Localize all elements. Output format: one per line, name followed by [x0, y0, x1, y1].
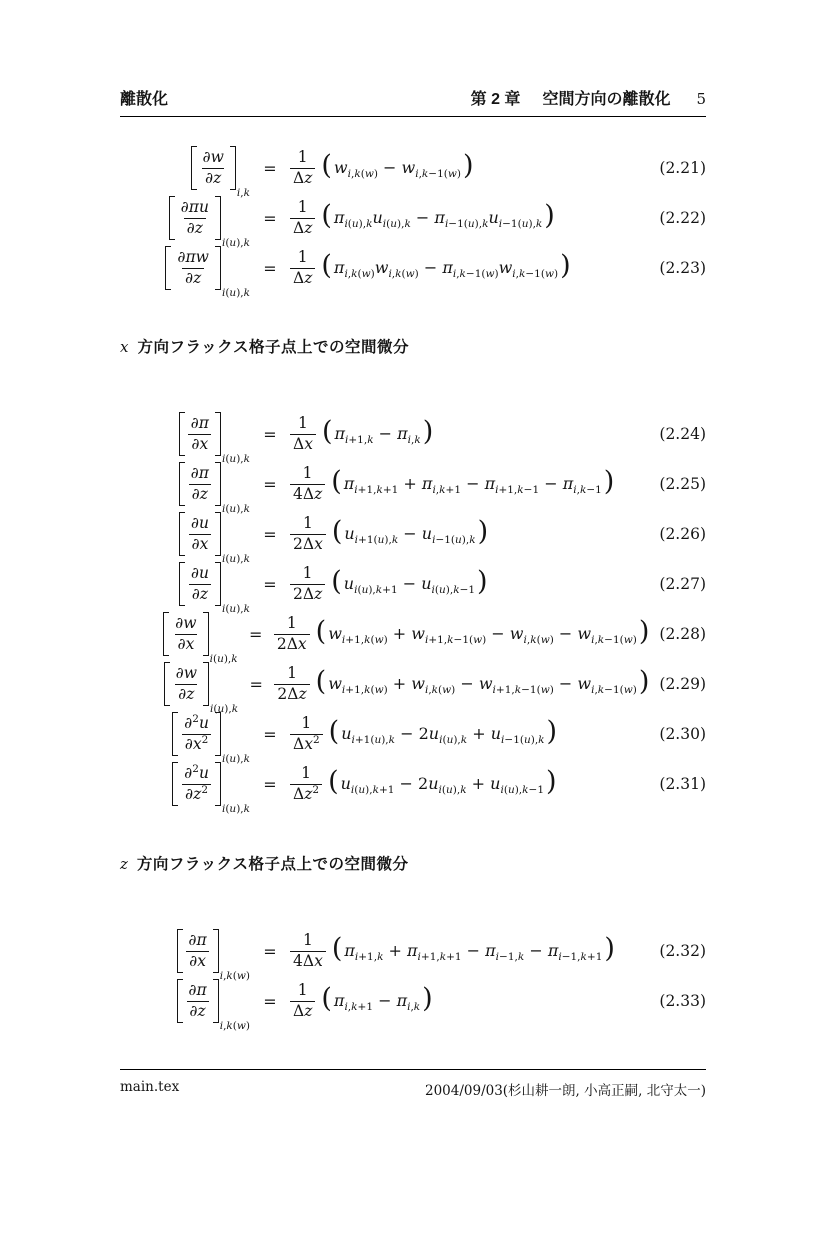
section-variable: x: [120, 338, 129, 356]
right-bracket: [215, 712, 221, 756]
fraction-numerator: 1: [297, 248, 308, 267]
grid-index-subscript: i(u),k: [221, 803, 250, 816]
fraction-denominator: 2Δx: [274, 634, 310, 653]
equation-row: [120, 459, 706, 516]
equation-row: [120, 143, 706, 200]
section-label: 方向フラックス格子点上での空間微分: [136, 856, 409, 873]
section-variable: z: [120, 855, 128, 873]
page-footer: [120, 1069, 706, 1099]
parenthesized-expression: [315, 665, 650, 697]
right-bracket: [215, 562, 221, 606]
fraction-numerator: ∂w: [175, 664, 198, 683]
expression-body: $w_{i+1,k(w)} + w_{i+1,k-1(w)} - w_{i,k(w)} - w_{i,k-1(w)}$: [328, 624, 637, 647]
fraction: [290, 515, 326, 553]
grid-index-subscript: i(u),k: [209, 653, 238, 666]
right-bracket: [215, 246, 221, 290]
fraction-numerator: ∂w: [202, 148, 224, 167]
left-paren: (: [321, 415, 333, 447]
equals-sign: =: [263, 724, 277, 744]
equation-number: (2.33): [659, 992, 706, 1010]
equation-rhs: [290, 199, 649, 237]
parenthesized-expression: [321, 199, 555, 231]
grid-index-subscript: i,k(w): [219, 970, 250, 983]
fraction-denominator: 4Δx: [290, 951, 326, 970]
fraction: [290, 932, 326, 970]
equation-row: [120, 243, 706, 300]
fraction: [178, 762, 215, 806]
fraction-denominator: ∂z: [187, 1001, 209, 1020]
parenthesized-expression: [321, 149, 474, 181]
equation-lhs: [120, 512, 250, 566]
parenthesized-expression: [315, 615, 650, 647]
fraction: [274, 615, 310, 653]
equation-lhs: [120, 712, 250, 766]
bracketed-derivative: [165, 246, 250, 300]
fraction: [185, 562, 215, 606]
equals-sign: =: [263, 474, 277, 494]
section-heading-x: [120, 335, 706, 357]
right-paren: ): [603, 465, 615, 497]
fraction: [290, 415, 316, 453]
equation-number: (2.26): [659, 525, 706, 543]
expression-body: $w_{i+1,k(w)} + w_{i,k(w)} - w_{i+1,k-1(w)} - w_{i,k-1(w)}$: [328, 674, 637, 697]
fraction: [185, 512, 215, 556]
right-bracket: [215, 412, 221, 456]
expression-body: $\pi_{i,k+1} - \pi_{i,k}$: [333, 991, 421, 1014]
fraction-numerator: ∂u: [190, 564, 209, 583]
expression-body: $u_{i+1(u),k} - u_{i-1(u),k}$: [344, 524, 476, 547]
equation-row: [120, 759, 706, 816]
expression-body: $u_{i(u),k+1} - 2u_{i(u),k} + u_{i(u),k-1}$: [340, 774, 544, 797]
right-bracket: [215, 462, 221, 506]
equation-rhs: [274, 615, 650, 653]
expression-body: $w_{i,k(w)} - w_{i,k-1(w)}$: [333, 158, 461, 181]
equation-rhs: [290, 565, 649, 603]
equation-row: [120, 193, 706, 250]
fraction: [183, 979, 213, 1023]
fraction-denominator: Δz: [290, 1001, 315, 1020]
equation-number: (2.29): [659, 675, 706, 693]
fraction-numerator: 1: [301, 714, 312, 733]
fraction: [185, 412, 215, 456]
fraction-denominator: ∂x: [186, 951, 209, 970]
equals-sign: =: [263, 524, 277, 544]
equation-lhs: [120, 762, 250, 816]
bracketed-derivative: [177, 929, 251, 983]
fraction: [290, 149, 315, 187]
equation-rhs: [274, 665, 649, 703]
equation-number: (2.21): [659, 159, 706, 177]
footer-filename: main.tex: [120, 1079, 180, 1095]
left-paren: (: [321, 149, 332, 181]
bracketed-derivative: [177, 979, 251, 1033]
fraction-numerator: ∂$^2$u: [184, 712, 209, 733]
bracketed-derivative: [179, 512, 250, 566]
right-bracket: [203, 662, 209, 706]
fraction: [290, 249, 315, 287]
parenthesized-expression: [321, 982, 433, 1014]
grid-index-subscript: i(u),k: [221, 753, 250, 766]
header-running-title: 離散化: [120, 91, 169, 108]
expression-body: $\pi_{i+1,k} + \pi_{i+1,k+1} - \pi_{i-1,k} - \pi_{i-1,k+1}$: [344, 941, 603, 964]
fraction-numerator: ∂π: [188, 931, 207, 950]
fraction-numerator: 1: [302, 564, 313, 583]
fraction-denominator: ∂x: [175, 634, 198, 653]
right-paren: ): [462, 149, 474, 181]
equation-row: [120, 559, 706, 616]
equation-number: (2.24): [659, 425, 706, 443]
right-paren: ): [477, 565, 488, 597]
left-paren: (: [331, 515, 343, 547]
equation-lhs: [120, 612, 238, 666]
fraction-numerator: ∂u: [190, 514, 209, 533]
fraction-numerator: 1: [286, 614, 297, 633]
expression-body: $\pi_{i,k(w)}w_{i,k(w)} - \pi_{i,k-1(w)}w_{i,k-1(w)}$: [333, 258, 559, 281]
equation-lhs: [120, 662, 239, 716]
left-paren: (: [331, 932, 343, 964]
header-chapter-number: 第 2 章: [470, 91, 521, 108]
fraction-numerator: 1: [302, 514, 313, 533]
fraction-numerator: ∂w: [175, 614, 197, 633]
fraction-denominator: 2Δz: [290, 584, 325, 603]
equation-number: (2.32): [659, 942, 706, 960]
fraction: [185, 462, 215, 506]
equation-row: [120, 926, 706, 983]
fraction-denominator: $\partial z^2$: [182, 784, 211, 803]
fraction-numerator: ∂π: [188, 981, 207, 1000]
equals-sign: =: [249, 674, 263, 694]
equals-sign: =: [263, 208, 277, 228]
equation-number: (2.27): [659, 575, 706, 593]
equals-sign: =: [263, 941, 277, 961]
fraction: [290, 715, 323, 753]
section-label: 方向フラックス格子点上での空間微分: [137, 339, 410, 356]
parenthesized-expression: [328, 715, 558, 747]
equation-rhs: [290, 982, 649, 1020]
fraction: [290, 465, 325, 503]
fraction: [290, 982, 315, 1020]
equation-lhs: [120, 562, 250, 616]
page-header: [120, 86, 706, 117]
right-bracket: [215, 512, 221, 556]
fraction-numerator: 1: [302, 931, 313, 950]
equation-lhs: [120, 979, 250, 1033]
parenthesized-expression: [321, 415, 434, 447]
fraction-denominator: ∂z: [184, 218, 206, 237]
fraction-numerator: 1: [297, 981, 308, 1000]
equation-rhs: [290, 149, 649, 187]
bracketed-derivative: [179, 412, 250, 466]
fraction: [290, 199, 315, 237]
equation-rhs: [290, 765, 649, 803]
fraction-denominator: 4Δz: [290, 484, 325, 503]
bracketed-derivative: [164, 662, 239, 716]
header-chapter-title: 空間方向の離散化: [542, 91, 671, 108]
grid-index-subscript: i(u),k: [221, 553, 250, 566]
equation-group-2: [120, 409, 706, 816]
fraction-numerator: 1: [302, 464, 313, 483]
right-paren: ): [638, 665, 650, 697]
bracketed-derivative: [191, 146, 250, 200]
fraction-denominator: ∂z: [182, 268, 204, 287]
equation-number: (2.23): [659, 259, 706, 277]
equation-row: [120, 609, 706, 666]
fraction-denominator: Δz: [290, 218, 315, 237]
grid-index-subscript: i,k: [236, 187, 250, 200]
left-paren: (: [331, 565, 342, 597]
equals-sign: =: [263, 574, 277, 594]
equation-number: (2.28): [659, 625, 706, 643]
fraction: [178, 712, 215, 756]
document-page: [0, 86, 826, 1255]
fraction-numerator: 1: [298, 414, 308, 433]
bracketed-derivative: [172, 712, 250, 766]
equals-sign: =: [249, 624, 263, 644]
expression-body: $\pi_{i(u),k}u_{i(u),k} - \pi_{i-1(u),k}u_{i-1(u),k}$: [333, 208, 543, 231]
fraction-denominator: 2Δz: [274, 684, 309, 703]
bracketed-derivative: [169, 196, 250, 250]
equation-lhs: [120, 462, 250, 516]
left-paren: (: [328, 715, 340, 747]
grid-index-subscript: i,k(w): [219, 1020, 250, 1033]
left-paren: (: [321, 249, 332, 281]
grid-index-subscript: i(u),k: [221, 503, 250, 516]
equation-rhs: [290, 249, 649, 287]
grid-index-subscript: i(u),k: [221, 453, 250, 466]
fraction-denominator: Δz: [290, 168, 315, 187]
fraction-numerator: 1: [287, 664, 297, 683]
parenthesized-expression: [331, 465, 615, 497]
equation-number: (2.31): [659, 775, 706, 793]
fraction-numerator: ∂$^2$u: [184, 762, 209, 783]
fraction-denominator: ∂z: [189, 584, 211, 603]
left-paren: (: [315, 615, 327, 647]
equation-lhs: [120, 196, 250, 250]
fraction: [197, 146, 230, 190]
equals-sign: =: [263, 774, 277, 794]
fraction-numerator: ∂πw: [177, 248, 209, 267]
equation-rhs: [290, 715, 649, 753]
fraction-denominator: Δz: [290, 268, 315, 287]
equation-row: [120, 976, 706, 1033]
parenthesized-expression: [331, 515, 489, 547]
equation-number: (2.30): [659, 725, 706, 743]
parenthesized-expression: [321, 249, 571, 281]
fraction-denominator: ∂x: [188, 434, 211, 453]
equation-lhs: [120, 412, 250, 466]
bracketed-derivative: [179, 562, 250, 616]
equation-lhs: [120, 246, 250, 300]
header-page-number: 5: [696, 90, 706, 108]
equation-row: [120, 409, 706, 466]
bracketed-derivative: [172, 762, 250, 816]
right-paren: ): [546, 715, 558, 747]
fraction-denominator: $\Delta z^2$: [290, 784, 322, 803]
header-chapter-block: [471, 86, 706, 109]
equation-rhs: [290, 932, 649, 970]
fraction-numerator: 1: [297, 198, 308, 217]
fraction-denominator: $\Delta x^2$: [290, 734, 323, 753]
right-bracket: [203, 612, 209, 656]
right-paren: ): [560, 249, 571, 281]
fraction-numerator: ∂π: [190, 414, 209, 433]
right-paren: ): [604, 932, 615, 964]
equation-group-1: [120, 143, 706, 300]
fraction-numerator: ∂π: [190, 464, 209, 483]
grid-index-subscript: i(u),k: [221, 603, 250, 616]
right-paren: ): [638, 615, 650, 647]
fraction-denominator: ∂z: [175, 684, 197, 703]
equation-rhs: [290, 515, 649, 553]
equation-lhs: [120, 929, 250, 983]
fraction-numerator: ∂πu: [180, 198, 209, 217]
right-paren: ): [477, 515, 489, 547]
left-paren: (: [315, 665, 327, 697]
equation-group-3: [120, 926, 706, 1033]
equation-rhs: [290, 415, 649, 453]
parenthesized-expression: [328, 765, 557, 797]
fraction: [170, 662, 203, 706]
parenthesized-expression: [331, 932, 615, 964]
fraction: [175, 196, 215, 240]
equation-row: [120, 709, 706, 766]
fraction-denominator: ∂x: [189, 534, 212, 553]
equation-row: [120, 509, 706, 566]
fraction-denominator: ∂z: [189, 484, 211, 503]
fraction: [169, 612, 202, 656]
grid-index-subscript: i(u),k: [221, 287, 250, 300]
left-paren: (: [321, 982, 332, 1014]
fraction-denominator: ∂z: [202, 168, 224, 187]
equals-sign: =: [263, 158, 277, 178]
fraction: [183, 929, 213, 973]
fraction-denominator: $\partial x^2$: [182, 734, 211, 753]
right-bracket: [213, 929, 219, 973]
equals-sign: =: [263, 424, 277, 444]
fraction: [290, 565, 325, 603]
grid-index-subscript: i(u),k: [210, 703, 239, 716]
right-bracket: [215, 762, 221, 806]
equation-lhs: [120, 146, 250, 200]
footer-date-authors: 2004/09/03(杉山耕一朗, 小高正嗣, 北守太一): [424, 1083, 706, 1099]
right-paren: ): [544, 199, 555, 231]
bracketed-derivative: [163, 612, 238, 666]
right-bracket: [215, 196, 221, 240]
equation-number: (2.25): [659, 475, 706, 493]
fraction-numerator: 1: [301, 764, 311, 783]
fraction-denominator: Δx: [290, 434, 316, 453]
expression-body: $u_{i(u),k+1} - u_{i(u),k-1}$: [343, 574, 476, 597]
fraction: [274, 665, 309, 703]
fraction-denominator: 2Δx: [290, 534, 326, 553]
right-bracket: [230, 146, 236, 190]
fraction-numerator: 1: [297, 148, 308, 167]
equals-sign: =: [263, 258, 277, 278]
left-paren: (: [328, 765, 339, 797]
right-paren: ): [422, 415, 434, 447]
left-paren: (: [331, 465, 342, 497]
grid-index-subscript: i(u),k: [221, 237, 250, 250]
right-paren: ): [546, 765, 557, 797]
bracketed-derivative: [179, 462, 250, 516]
left-paren: (: [321, 199, 332, 231]
equation-number: (2.22): [659, 209, 706, 227]
parenthesized-expression: [331, 565, 488, 597]
equals-sign: =: [263, 991, 277, 1011]
right-paren: ): [422, 982, 433, 1014]
expression-body: $\pi_{i+1,k} - \pi_{i,k}$: [334, 424, 421, 447]
fraction: [171, 246, 214, 290]
expression-body: $\pi_{i+1,k+1} + \pi_{i,k+1} - \pi_{i+1,k-1} - \pi_{i,k-1}$: [343, 474, 602, 497]
expression-body: $u_{i+1(u),k} - 2u_{i(u),k} + u_{i-1(u),k}$: [341, 724, 545, 747]
fraction: [290, 765, 322, 803]
equation-rhs: [290, 465, 649, 503]
equation-row: [120, 659, 706, 716]
section-heading-z: [120, 852, 706, 874]
right-bracket: [213, 979, 219, 1023]
